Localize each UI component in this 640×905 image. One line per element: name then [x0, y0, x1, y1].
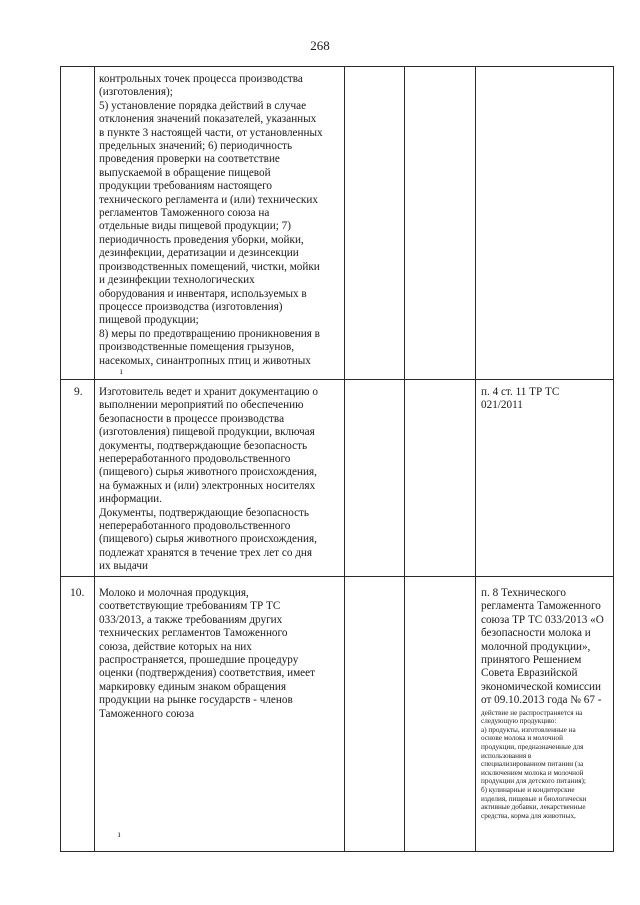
table-row: [99, 73, 343, 368]
requirement-text: контрольных точек процесса производства (изготовления);: [99, 73, 303, 99]
scan-mark: ı: [120, 366, 123, 376]
requirement-text: 5) установление порядка действий в случае отклонения значений показателей, указанных в пункте 3 настоящей части, от установленных предельных значений; 6) периодичность проведения проверки на соответствие выпускаемой в обращение пищевой продукции требованиям настоящего технического регламента и (или) технических регламентов Таможенного союза на отдельные виды пищевой продукции; 7) периодичность проведения уборки, мойки, дезинфекции, дератизации и дезинсекции производственных помещений, чистки, мойки и дезинфекции технологических оборудования и инвентаря, используемых в процессе производства (изготовления) пищевой продукции;: [99, 99, 323, 327]
requirement-text: Изготовитель ведет и хранит документацию о выполнении мероприятий по обеспечению безопасности в процессе производства (изготовления) пищевой продукции, включая документы, подтверждающие безопасность непереработанного продовольственного (пищевого) сырья животного происхождения, на бумажных и (или) электронных носителях информации.: [99, 386, 318, 506]
reference-value: п. 4 ст. 11 ТР ТС 021/2011: [481, 386, 560, 412]
row-number: 10.: [70, 587, 85, 599]
reference-value: п. 8 Технического регламента Таможенного союза ТР ТС 033/2013 «О безопасности молока и молочной продукции», принятого Решением Совета Евразийской экономической комиссии от 09.10.2013 года № 67 -: [481, 587, 604, 707]
scan-mark: ı: [118, 829, 121, 839]
table-row: [99, 587, 343, 721]
reference-footnote: действие не распространяется на следующую продукцию: а) продукты, изготовленные на основе молока и молочной продукции, предназначенные для использования в специализированном питании (за исключением молока и молочной продукции для детского питания); б) кулинарные и кондитерские изделия, пищевые и биологически активные добавки, лекарственные средства, корма для животных,: [481, 708, 587, 820]
requirement-text: Молоко и молочная продукция, соответствующие требованиям ТР ТС 033/2013, а также требованиям других технических регламентов Таможенного союза, действие которых на них распространяется, прошедшие процедуру оценки (подтверждения) соответствия, имеет маркировку единым знаком обращения продукции на рынке государств - членов Таможенного союза: [99, 587, 315, 720]
requirement-text: 8) меры по предотвращению проникновения в производственные помещения грызунов, насекомых, синантропных птиц и животных: [99, 327, 320, 367]
requirements-table: [60, 66, 614, 852]
row-number: 9.: [74, 386, 83, 398]
reference-text: [481, 386, 611, 413]
page-number: 268: [310, 38, 330, 53]
table-row: [99, 386, 343, 574]
reference-text: [481, 587, 611, 820]
requirement-text: Документы, подтверждающие безопасность непереработанного продовольственного (пищевого) сырья животного происхождения, подлежат хранятся в течение трех лет со дня их выдачи: [99, 506, 317, 573]
